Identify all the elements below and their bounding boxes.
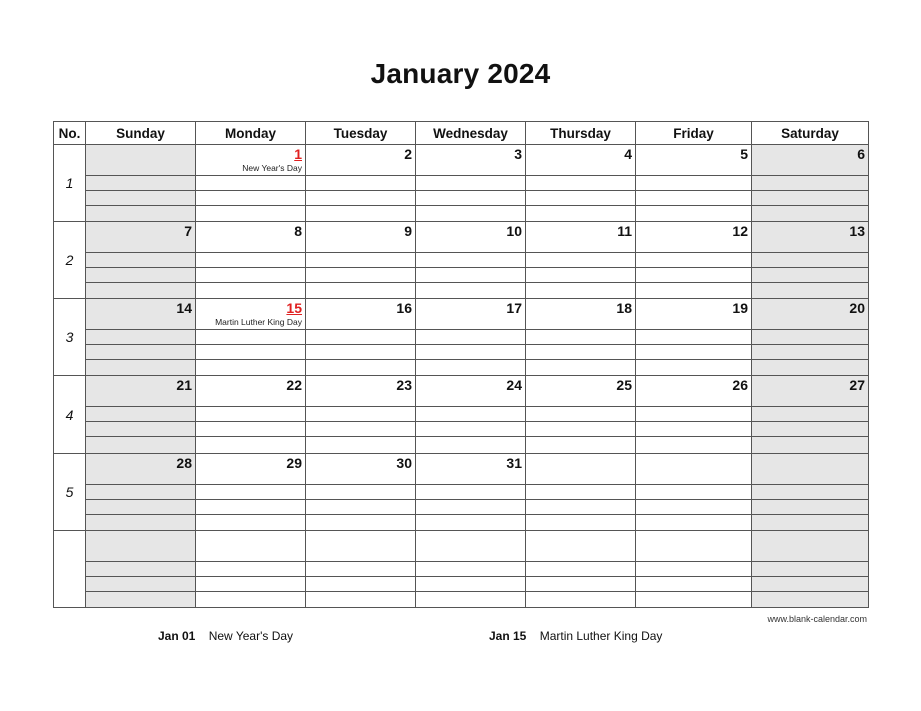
header-tuesday: Tuesday [306, 122, 416, 145]
day-number: 8 [294, 223, 302, 240]
week-row [54, 222, 869, 299]
website-credit: www.blank-calendar.com [767, 614, 867, 624]
day-cell[interactable] [416, 376, 526, 453]
day-cell[interactable] [752, 530, 869, 607]
legend-name: Martin Luther King Day [539, 629, 663, 643]
week-number: 2 [54, 222, 86, 299]
holiday-label: New Year's Day [242, 163, 302, 173]
day-number: 5 [740, 146, 748, 162]
day-cell[interactable] [306, 222, 416, 299]
day-cell[interactable] [306, 453, 416, 530]
day-cell[interactable] [196, 222, 306, 299]
day-number: 20 [849, 300, 865, 317]
day-cell[interactable] [86, 376, 196, 453]
day-number: 26 [732, 377, 748, 394]
day-number: 3 [514, 146, 522, 162]
day-cell[interactable] [306, 530, 416, 607]
header-row [54, 122, 869, 145]
day-number: 10 [506, 223, 522, 240]
day-cell[interactable] [636, 376, 752, 453]
day-number: 7 [184, 223, 192, 240]
day-cell[interactable] [196, 530, 306, 607]
day-cell[interactable] [196, 376, 306, 453]
day-number: 23 [396, 377, 412, 394]
day-number: 22 [286, 377, 302, 394]
day-number: 4 [624, 146, 632, 162]
day-number: 6 [857, 146, 865, 162]
day-cell[interactable] [526, 530, 636, 607]
day-cell[interactable] [196, 145, 306, 222]
day-number: 29 [286, 454, 302, 471]
week-row [54, 145, 869, 222]
day-cell[interactable] [416, 145, 526, 222]
day-number: 19 [732, 300, 748, 317]
day-number: 12 [732, 223, 748, 240]
day-number: 27 [849, 377, 865, 394]
legend-name: New Year's Day [208, 629, 294, 643]
header-wednesday: Wednesday [416, 122, 526, 145]
header-friday: Friday [636, 122, 752, 145]
day-cell[interactable] [636, 222, 752, 299]
day-number: 24 [506, 377, 522, 394]
day-cell[interactable] [636, 145, 752, 222]
day-number: 17 [506, 300, 522, 317]
day-number: 16 [396, 300, 412, 317]
day-cell[interactable] [196, 453, 306, 530]
day-cell[interactable] [86, 222, 196, 299]
day-cell[interactable] [752, 453, 869, 530]
day-cell[interactable] [306, 299, 416, 376]
week-row [54, 376, 869, 453]
day-cell[interactable] [306, 376, 416, 453]
day-cell[interactable] [416, 453, 526, 530]
day-number: 30 [396, 454, 412, 471]
day-cell[interactable] [526, 376, 636, 453]
day-number: 14 [176, 300, 192, 317]
legend-date: Jan 15 [489, 629, 527, 643]
legend-date: Jan 01 [158, 629, 196, 643]
week-row [54, 530, 869, 607]
day-number: 31 [506, 454, 522, 471]
header-thursday: Thursday [526, 122, 636, 145]
week-number: 4 [54, 376, 86, 453]
header-saturday: Saturday [752, 122, 869, 145]
week-number [54, 530, 86, 607]
day-number: 13 [849, 223, 865, 240]
day-cell[interactable] [306, 145, 416, 222]
day-cell[interactable] [526, 145, 636, 222]
week-number: 3 [54, 299, 86, 376]
day-cell[interactable] [526, 299, 636, 376]
day-cell[interactable] [196, 299, 306, 376]
header-sunday: Sunday [86, 122, 196, 145]
week-row [54, 299, 869, 376]
day-number: 21 [176, 377, 192, 394]
day-number: 2 [404, 146, 412, 162]
header-week-no: No. [54, 122, 86, 145]
day-cell[interactable] [416, 530, 526, 607]
day-number: 28 [176, 454, 192, 471]
day-cell[interactable] [416, 222, 526, 299]
day-cell[interactable] [416, 299, 526, 376]
header-monday: Monday [196, 122, 306, 145]
day-number: 9 [404, 223, 412, 240]
day-cell[interactable] [636, 299, 752, 376]
day-cell[interactable] [752, 222, 869, 299]
week-number: 1 [54, 145, 86, 222]
day-cell[interactable] [86, 453, 196, 530]
calendar-title: January 2024 [370, 58, 551, 89]
day-cell[interactable] [86, 145, 196, 222]
day-cell[interactable] [752, 145, 869, 222]
day-cell[interactable] [86, 299, 196, 376]
calendar-grid [53, 121, 869, 608]
day-number: 25 [616, 377, 632, 394]
day-cell[interactable] [752, 376, 869, 453]
day-cell[interactable] [526, 453, 636, 530]
day-cell[interactable] [752, 299, 869, 376]
day-number: 18 [616, 300, 632, 317]
day-cell[interactable] [636, 453, 752, 530]
holiday-legend-item [158, 629, 293, 643]
day-cell[interactable] [636, 530, 752, 607]
week-number: 5 [54, 453, 86, 530]
holiday-legend-item [489, 629, 662, 643]
week-row [54, 453, 869, 530]
day-number: 1 [294, 146, 302, 162]
day-number: 11 [617, 223, 632, 240]
day-cell[interactable] [86, 530, 196, 607]
day-number: 15 [286, 300, 302, 317]
holiday-label: Martin Luther King Day [215, 317, 302, 328]
day-cell[interactable] [526, 222, 636, 299]
